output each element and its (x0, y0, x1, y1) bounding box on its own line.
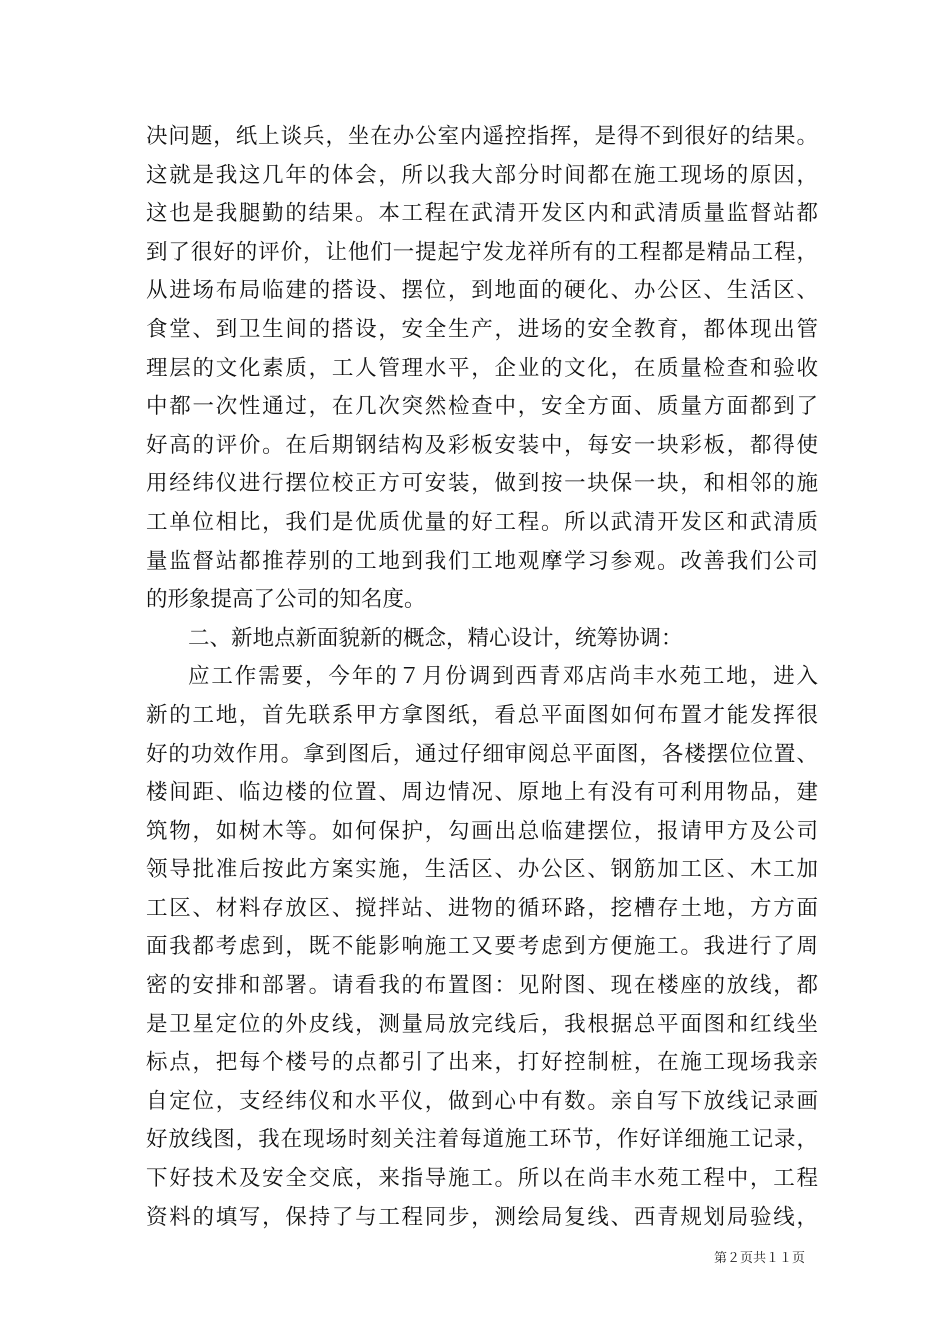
text-line: 自定位，支经纬仪和水平仪，做到心中有数。亲自写下放线记录画 (146, 1088, 818, 1114)
text-line: 理层的文化素质，工人管理水平，企业的文化，在质量检查和验收 (146, 355, 818, 381)
text-line: 新的工地，首先联系甲方拿图纸，看总平面图如何布置才能发挥很 (146, 702, 818, 728)
text-line: 筑物，如树木等。如何保护，勾画出总临建摆位，报请甲方及公司 (146, 818, 818, 844)
text-line: 好的功效作用。拿到图后，通过仔细审阅总平面图，各楼摆位位置、 (146, 741, 818, 767)
text-line: 从进场布局临建的搭设、摆位，到地面的硬化、办公区、生活区、 (146, 278, 818, 304)
text-line: 标点，把每个楼号的点都引了出来，打好控制桩，在施工现场我亲 (146, 1050, 818, 1076)
text-line: 到了很好的评价，让他们一提起宁发龙祥所有的工程都是精品工程， (146, 239, 818, 265)
text-line: 这就是我这几年的体会，所以我大部分时间都在施工现场的原因， (146, 162, 818, 188)
document-body (146, 118, 818, 1237)
text-line: 密的安排和部署。请看我的布置图：见附图、现在楼座的放线，都 (146, 973, 818, 999)
text-line: 决问题，纸上谈兵，坐在办公室内遥控指挥，是得不到很好的结果。 (146, 124, 818, 149)
text-line: 下好技术及安全交底，来指导施工。所以在尚丰水苑工程中，工程 (146, 1166, 818, 1192)
page-number: 第２页共１１页 (713, 1251, 805, 1266)
text-line: 好高的评价。在后期钢结构及彩板安装中，每安一块彩板，都得使 (146, 432, 818, 458)
text-line: 资料的填写，保持了与工程同步，测绘局复线、西青规划局验线， (146, 1204, 818, 1230)
text-line: 量监督站都推荐别的工地到我们工地观摩学习参观。改善我们公司 (146, 548, 818, 574)
text-line: 好放线图，我在现场时刻关注着每道施工环节，作好详细施工记录， (146, 1127, 818, 1153)
text-line: 工单位相比，我们是优质优量的好工程。所以武清开发区和武清质 (146, 509, 818, 535)
text-line: 是卫星定位的外皮线，测量局放完线后，我根据总平面图和红线坐 (146, 1011, 818, 1037)
text-line: 面我都考虑到，既不能影响施工又要考虑到方便施工。我进行了周 (146, 934, 818, 960)
text-line: 中都一次性通过，在几次突然检查中，安全方面、质量方面都到了 (146, 394, 818, 420)
text-line: 食堂、到卫生间的搭设，安全生产，进场的安全教育，都体现出管 (146, 316, 818, 342)
text-line: 的形象提高了公司的知名度。 (146, 587, 426, 613)
text-line: 用经纬仪进行摆位校正方可安装，做到按一块保一块，和相邻的施 (146, 471, 818, 497)
text-line: 工区、材料存放区、搅拌站、进物的循环路，挖槽存土地，方方面 (146, 895, 818, 921)
text-line: 领导批准后按此方案实施，生活区、办公区、钢筋加工区、木工加 (146, 857, 818, 883)
text-line: 这也是我腿勤的结果。本工程在武清开发区内和武清质量监督站都 (146, 201, 818, 227)
text-line: 应工作需要，今年的７月份调到西青邓店尚丰水苑工地，进入 (188, 664, 818, 690)
text-line: 楼间距、临边楼的位置、周边情况、原地上有没有可利用物品，建 (146, 780, 818, 806)
section-heading: 二、新地点新面貌新的概念，精心设计，统筹协调： (188, 625, 683, 651)
